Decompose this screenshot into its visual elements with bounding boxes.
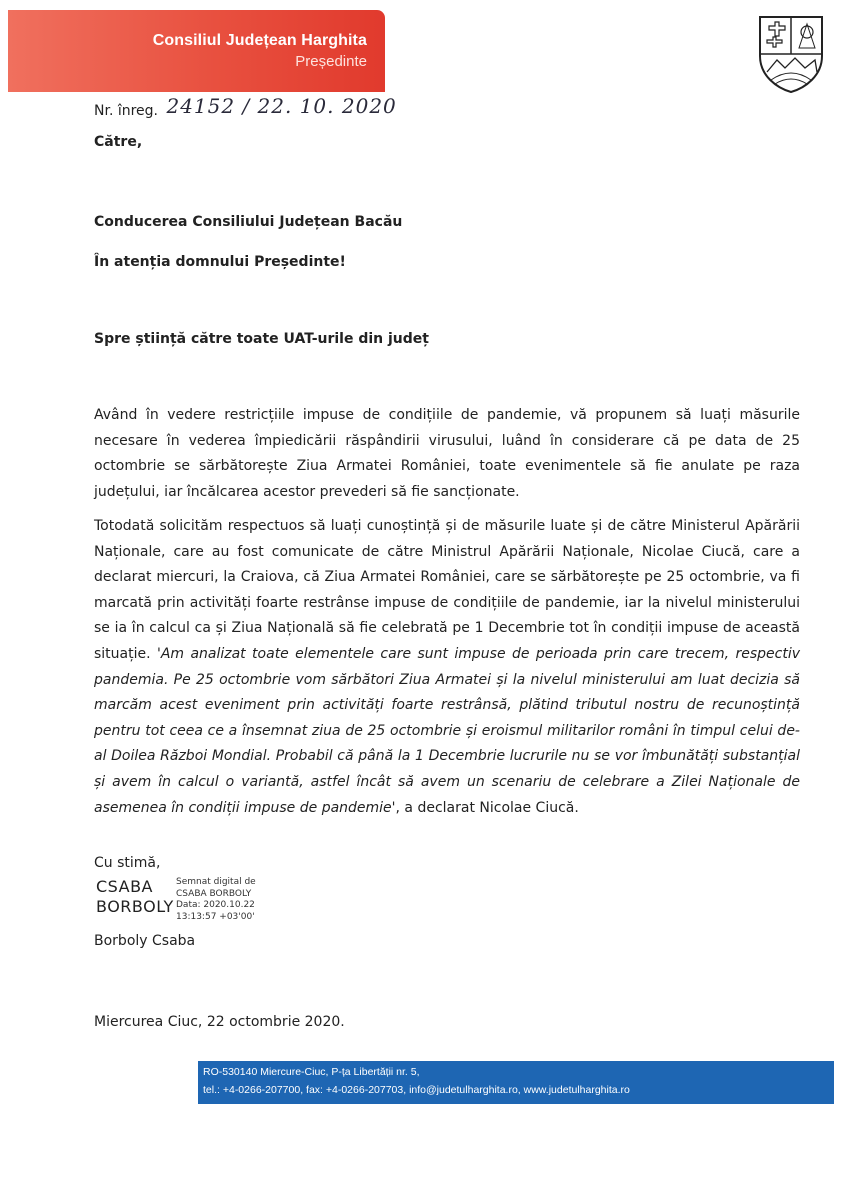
paragraph-2-intro: Totodată solicităm respectuos să luați cunoștință și de măsurile luate și de către Ministerul Apărării Naționale, care au fost comunicate de către Ministrul Apărării Naționale, Nicolae Ciucă, care a declarat miercuri, la Craiova, că Ziua Armatei României, care se sărbătorește pe 25 octombrie, va fi marcată prin activități foarte restrânse impuse de condițiile de pandemie, iar la nivelul ministerului se ia în calcul ca și Ziua Națională să fie celebrată pe 1 Decembrie tot în condiții impuse de această situație. [94, 518, 800, 662]
digital-signature-details [176, 877, 256, 923]
signature-meta-1: Semnat digital de [176, 877, 256, 887]
footer-contact-band [198, 1061, 834, 1104]
salutation: Către, [94, 134, 143, 150]
minister-quote: 'Am analizat toate elementele care sunt impuse de perioada prin care trecem, respectiv pandemia. Pe 25 octombrie vom sărbători Ziua Armatei și la nivelul ministerului am luat decizia să marcăm acest eveniment prin activități foarte restrânsă, plătind tributul nostru de recunoștință pentru tot ceea ce a însemnat ziua de 25 octombrie și eroismul militarilor români în timpul celui de-al Doilea Război Mondial. Probabil că până la 1 Decembrie lucrurile nu se vor îmbunătăți substanțial și avem în calcul o variantă, astfel încât să avem un scenariu de celebrare a Zilei Naționale de asemenea în condiții impuse de pandemie' [94, 645, 801, 816]
paragraph-2-outro: , a declarat Nicolae Ciucă. [395, 799, 579, 816]
attention-line: În atenția domnului Președinte! [94, 254, 346, 270]
organization-name: Consiliul Județean Harghita [152, 32, 367, 49]
cc-line: Spre știință către toate UAT-urile din județ [94, 331, 429, 347]
footer-address: RO-530140 Miercure-Ciuc, P-ța Libertății nr. 5, [203, 1066, 420, 1078]
digital-signature-name [96, 877, 174, 917]
recipient: Conducerea Consiliului Județean Bacău [94, 214, 403, 230]
signature-meta-4: 13:13:57 +03'00' [176, 911, 255, 922]
signature-name-line-2: BORBOLY [96, 897, 174, 916]
registration-handwritten: 24152 / 22. 10. 2020 [166, 94, 397, 118]
office-title: Președinte [295, 53, 367, 70]
signature-name-line-1: CSABA [96, 877, 153, 896]
registration-number [94, 94, 397, 118]
body-paragraph-1: Având în vedere restricțiile impuse de condițiile de pandemie, vă propunem să luați măsurile necesare în vederea împiedicării răspândirii virusului, luând în considerare că pe data de 25 octombrie se sărbătorește Ziua Armatei României, toate evenimentele să fie anulate pe raza județului, iar încălcarea acestor prevederi să fie sancționate. [94, 407, 800, 500]
registration-label: Nr. înreg. [94, 103, 159, 119]
letterhead-banner [8, 10, 385, 92]
signature-meta-2: CSABA BORBOLY [176, 888, 252, 899]
footer-contacts: tel.: +4-0266-207700, fax: +4-0266-207703, info@judetulharghita.ro, www.judetulharghita.ro [203, 1084, 630, 1096]
coat-of-arms-icon [757, 14, 825, 94]
signature-meta-3: Data: 2020.10.22 [176, 900, 255, 910]
closing: Cu stimă, [94, 855, 161, 871]
signer-name: Borboly Csaba [94, 933, 196, 949]
place-date: Miercurea Ciuc, 22 octombrie 2020. [94, 1014, 345, 1030]
body-paragraph-2 [94, 514, 800, 821]
